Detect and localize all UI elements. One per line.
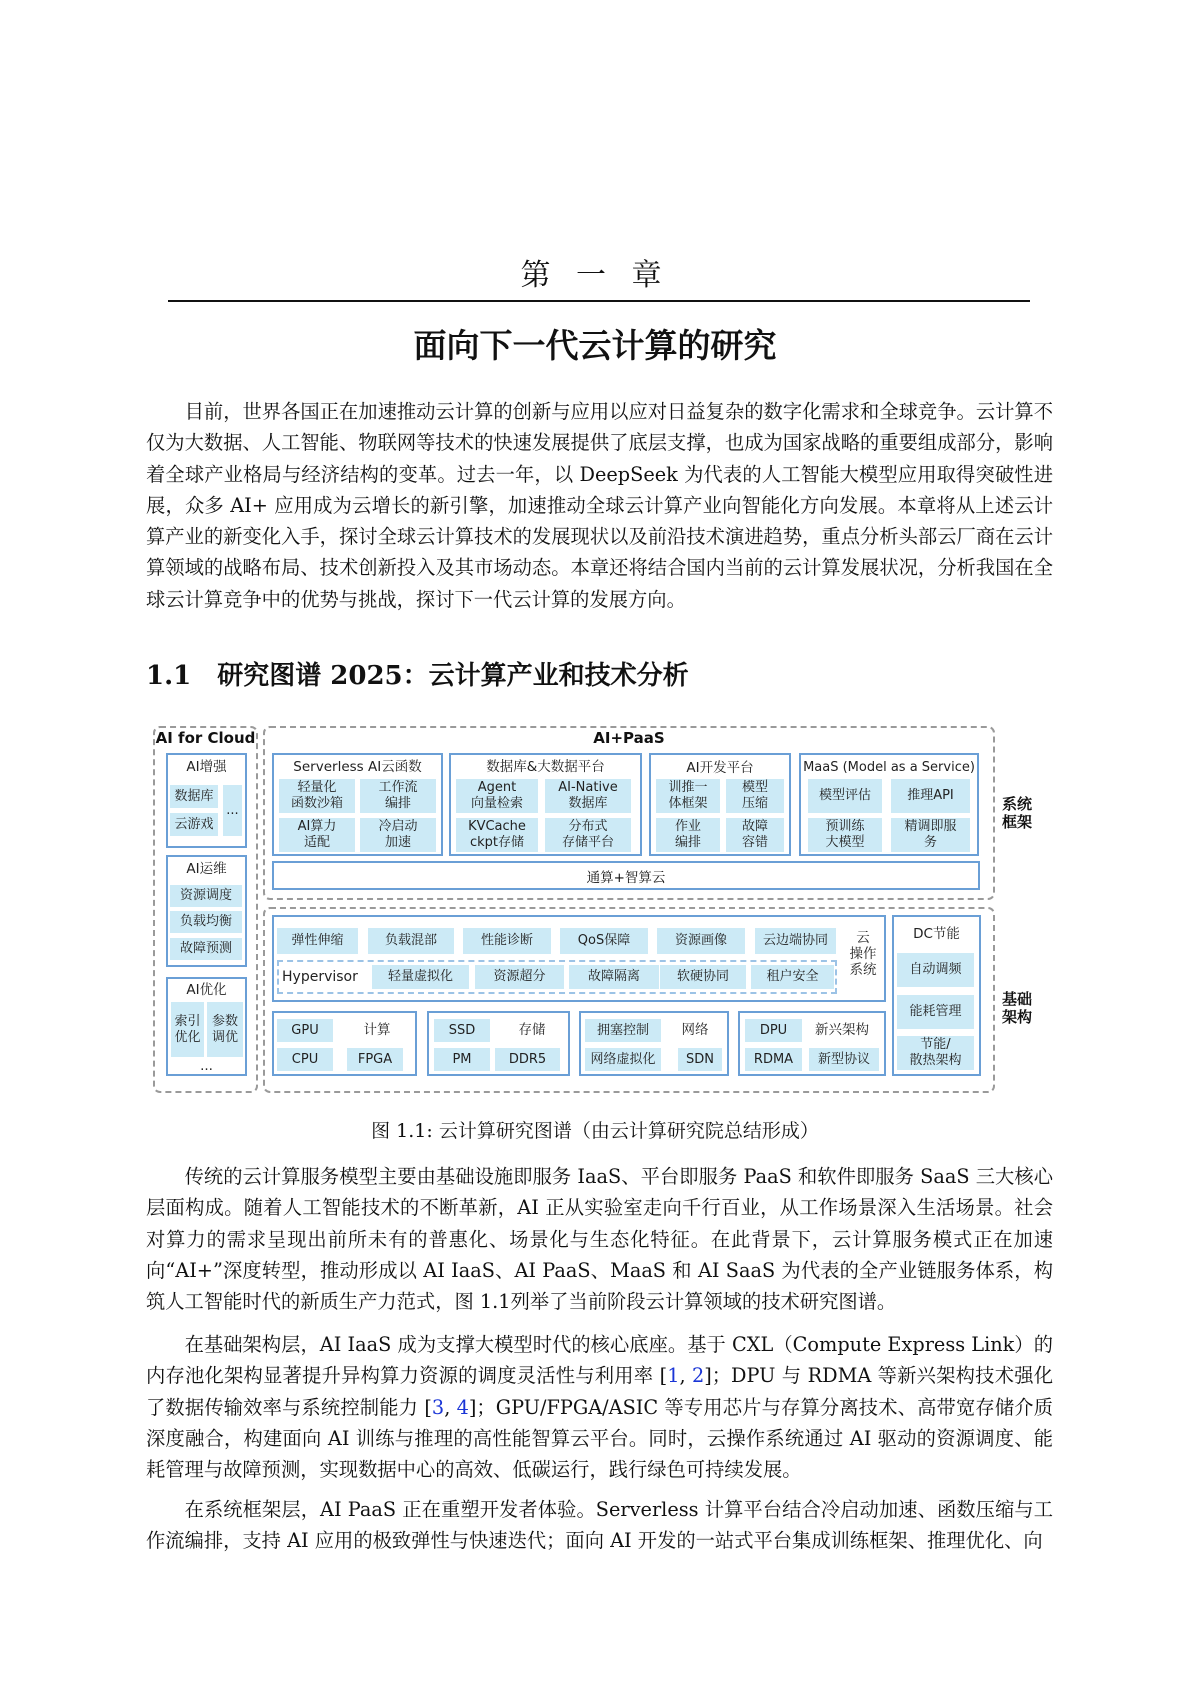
serverless-item: AI算力 适配: [279, 818, 355, 852]
chapter-divider: [168, 300, 1030, 302]
ai-enhance-item: 数据库: [170, 785, 218, 808]
ai-for-cloud-title: AI for Cloud: [155, 729, 256, 747]
ai-enhance-item: 云游戏: [170, 813, 218, 836]
ai-dev-platform-title: AI开发平台: [686, 760, 754, 776]
system-framework-label: 系统 框架: [1002, 795, 1033, 831]
database-title: 数据库&大数据平台: [486, 759, 605, 775]
database-item: Agent 向量检索: [456, 779, 538, 813]
compute-item: FPGA: [347, 1048, 403, 1071]
citation-separator: ,: [444, 1395, 457, 1419]
emerging-item: DPU: [745, 1019, 802, 1042]
ai-optimize-item: 索引 优化: [171, 1002, 204, 1057]
serverless-item: 冷启动 加速: [360, 818, 436, 852]
hypervisor-item: 故障隔离: [569, 965, 659, 989]
maas-item: 模型评估: [808, 779, 882, 813]
citation-link[interactable]: 4: [456, 1395, 469, 1419]
ai-dev-item: 模型 压缩: [726, 779, 784, 813]
section-number: 1.1: [146, 661, 192, 691]
cloud-os-item: 弹性伸缩: [277, 928, 358, 954]
citation-link[interactable]: 1: [667, 1364, 680, 1388]
ai-optimize-more: ...: [200, 1058, 213, 1074]
compute-item: CPU: [277, 1048, 333, 1071]
storage-item: SSD: [434, 1019, 490, 1042]
chapter-label: 第 一 章: [520, 258, 670, 293]
cloud-os-item: 资源画像: [657, 928, 745, 954]
hypervisor-item: 资源超分: [475, 965, 564, 989]
ai-dev-item: 故障 容错: [726, 818, 784, 852]
dc-energy-item: 节能/ 散热架构: [897, 1036, 974, 1070]
hypervisor-item: 租户安全: [751, 965, 834, 989]
ai-enhance-title: AI增强: [186, 759, 227, 775]
dc-energy-item: 能耗管理: [897, 995, 974, 1029]
cloud-os-item: QoS保障: [560, 928, 648, 954]
serverless-title: Serverless AI云函数: [293, 759, 422, 775]
cloud-os-item: 负载混部: [368, 928, 454, 954]
ai-ops-item: 负载均衡: [170, 911, 242, 933]
chapter-title: 面向下一代云计算的研究: [413, 326, 777, 365]
compute-label: 计算: [363, 1022, 391, 1038]
ai-dev-item: 训推一 体框架: [656, 779, 720, 813]
dc-energy-item: 自动调频: [897, 953, 974, 987]
database-item: 分布式 存储平台: [545, 818, 631, 852]
network-item: SDN: [678, 1048, 722, 1071]
serverless-item: 工作流 编排: [360, 779, 436, 813]
general-intelligent-cloud-bar: 通算+智算云: [272, 861, 980, 890]
maas-title: MaaS (Model as a Service): [803, 760, 975, 775]
ai-enhance-more: ...: [223, 785, 242, 836]
cloud-os-item: 性能诊断: [463, 928, 551, 954]
storage-item: DDR5: [495, 1048, 560, 1071]
ai-ops-title: AI运维: [186, 861, 227, 877]
emerging-item: RDMA: [745, 1048, 802, 1071]
database-item: AI-Native 数据库: [545, 779, 631, 813]
storage-label: 存储: [518, 1022, 546, 1038]
paragraph-3-text: ]；DPU 与 RDMA 等新兴架构技术强化了数据传输效率与系统控制能力 [: [146, 1364, 1053, 1419]
paragraph-4: 在系统框架层，AI PaaS 正在重塑开发者体验。Serverless 计算平台结合冷启动加速、函数压缩与工作流编排，支持 AI 应用的极致弹性与快速迭代；面向 AI 开发的一站式平台集成训练框架、推理优化、向: [146, 1498, 1053, 1553]
storage-item: PM: [434, 1048, 490, 1071]
compute-item: GPU: [277, 1019, 333, 1042]
section-title: 研究图谱 2025：云计算产业和技术分析: [217, 661, 689, 691]
hypervisor-label: Hypervisor: [282, 969, 358, 985]
hypervisor-item: 轻量虚拟化: [372, 965, 469, 989]
dc-energy-title: DC节能: [913, 926, 960, 942]
maas-item: 推理API: [891, 779, 970, 813]
maas-item: 预训练 大模型: [808, 818, 882, 852]
serverless-item: 轻量化 函数沙箱: [279, 779, 355, 813]
paragraph-2: 传统的云计算服务模型主要由基础设施即服务 IaaS、平台即服务 PaaS 和软件即服务 SaaS 三大核心层面构成。随着人工智能技术的不断革新，AI 正从实验室走向千行百业，从工作场景深入生活场景。社会对算力的需求呈现出前所未有的普惠化、场景化与生态化特征。在此背景下，云计算服务模式正在加速向“AI+”深度转型，推动形成以 AI IaaS、AI PaaS、MaaS 和 AI SaaS 为代表的全产业链服务体系，构筑人工智能时代的新质生产力范式，图 1.1列举了当前阶段云计算领域的技术研究图谱。: [146, 1165, 1053, 1314]
ai-paas-title: AI+PaaS: [593, 729, 665, 747]
cloud-os-item: 云边端协同: [755, 928, 836, 954]
network-label: 网络: [681, 1022, 709, 1038]
emerging-label: 新兴架构: [815, 1022, 869, 1038]
citation-separator: ,: [679, 1364, 692, 1388]
figure-caption: 图 1.1: 云计算研究图谱（由云计算研究院总结形成）: [371, 1120, 819, 1142]
paragraph-3-text: 在基础架构层，AI IaaS 成为支撑大模型时代的核心底座。基于 CXL（Compute Express Link）的内存池化架构显著提升异构算力资源的调度灵活性与利用率 [: [146, 1333, 1053, 1388]
ai-dev-item: 作业 编排: [656, 818, 720, 852]
ai-optimize-item: 参数 调优: [207, 1002, 243, 1057]
ai-ops-item: 故障预测: [170, 938, 242, 960]
ai-optimize-title: AI优化: [186, 982, 227, 998]
ai-ops-item: 资源调度: [170, 885, 242, 907]
network-item: 网络虚拟化: [585, 1048, 661, 1071]
maas-item: 精调即服 务: [891, 818, 970, 852]
database-item: KVCache ckpt存储: [456, 818, 538, 852]
emerging-item: 新型协议: [809, 1048, 879, 1071]
network-item: 拥塞控制: [585, 1019, 661, 1042]
cloud-os-label: 云 操作 系统: [849, 930, 877, 978]
section-heading: [146, 655, 689, 692]
citation-link[interactable]: 3: [431, 1395, 445, 1419]
hypervisor-item: 软硬协同: [660, 965, 746, 989]
intro-paragraph: 目前，世界各国正在加速推动云计算的创新与应用以应对日益复杂的数字化需求和全球竞争。云计算不仅为大数据、人工智能、物联网等技术的快速发展提供了底层支撑，也成为国家战略的重要组成部分，影响着全球产业格局与经济结构的变革。过去一年，以 DeepSeek 为代表的人工智能大模型应用取得突破性进展，众多 AI+ 应用成为云增长的新引擎，加速推动全球云计算产业向智能化方向发展。本章将从上述云计算产业的新变化入手，探讨全球云计算技术的发展现状以及前沿技术演进趋势，重点分析头部云厂商在云计算领域的战略布局、技术创新投入及其市场动态。本章还将结合国内当前的云计算发展状况，分析我国在全球云计算竞争中的优势与挑战，探讨下一代云计算的发展方向。: [146, 400, 1053, 611]
citation-link[interactable]: 2: [691, 1364, 705, 1388]
infrastructure-label: 基础 架构: [1002, 990, 1033, 1026]
paragraph-3: [146, 1329, 1053, 1485]
paragraph-3-text: ]；GPU/FPGA/ASIC 等专用芯片与存算分离技术、高带宽存储介质深度融合，构建面向 AI 训练与推理的高性能智算云平台。同时，云操作系统通过 AI 驱动的资源调度、能耗管理与故障预测，实现数据中心的高效、低碳运行，践行绿色可持续发展。: [146, 1395, 1053, 1482]
